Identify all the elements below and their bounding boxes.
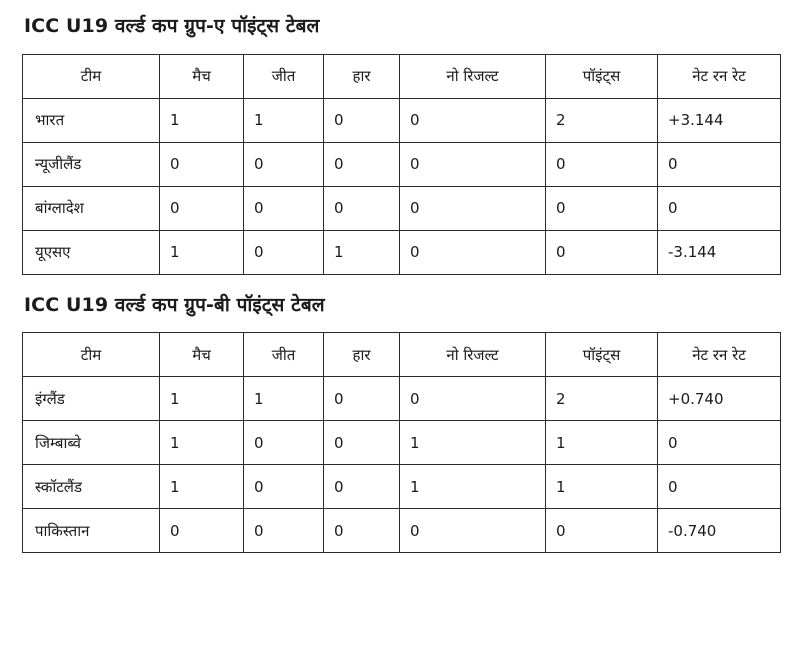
cell-won: 1 <box>244 377 324 421</box>
table-row <box>23 465 781 509</box>
cell-matches: 1 <box>160 98 244 142</box>
group-b-title: ICC U19 वर्ल्ड कप ग्रुप-बी पॉइंट्स टेबल <box>24 293 325 316</box>
cell-won: 0 <box>244 509 324 553</box>
column-header-net-run-rate: नेट रन रेट <box>658 333 781 377</box>
table-row <box>23 377 781 421</box>
cell-no-result: 0 <box>400 98 546 142</box>
column-header-team: टीम <box>23 54 160 98</box>
cell-lost: 1 <box>324 230 400 274</box>
cell-matches: 1 <box>160 421 244 465</box>
cell-points: 0 <box>546 230 658 274</box>
cell-no-result: 1 <box>400 421 546 465</box>
column-header-won: जीत <box>244 54 324 98</box>
cell-no-result: 0 <box>400 186 546 230</box>
cell-team: यूएसए <box>23 230 160 274</box>
cell-points: 1 <box>546 465 658 509</box>
cell-points: 0 <box>546 186 658 230</box>
cell-net-run-rate: +0.740 <box>658 377 781 421</box>
cell-matches: 0 <box>160 142 244 186</box>
cell-won: 0 <box>244 142 324 186</box>
cell-net-run-rate: 0 <box>658 465 781 509</box>
table-row <box>23 230 781 274</box>
column-header-lost: हार <box>324 333 400 377</box>
cell-lost: 0 <box>324 377 400 421</box>
cell-no-result: 0 <box>400 377 546 421</box>
group-a-title: ICC U19 वर्ल्ड कप ग्रुप-ए पॉइंट्स टेबल <box>24 15 320 37</box>
cell-net-run-rate: 0 <box>658 142 781 186</box>
column-header-matches: मैच <box>160 54 244 98</box>
cell-no-result: 0 <box>400 509 546 553</box>
cell-team: इंग्लैंड <box>23 377 160 421</box>
column-header-points: पॉइंट्स <box>546 333 658 377</box>
column-header-team: टीम <box>23 333 160 377</box>
column-header-no-result: नो रिजल्ट <box>400 333 546 377</box>
group-b-table-wrap <box>22 332 778 553</box>
cell-points: 2 <box>546 98 658 142</box>
table-row <box>23 421 781 465</box>
column-header-points: पॉइंट्स <box>546 54 658 98</box>
column-header-net-run-rate: नेट रन रेट <box>658 54 781 98</box>
cell-won: 0 <box>244 465 324 509</box>
cell-team: भारत <box>23 98 160 142</box>
cell-team: पाकिस्तान <box>23 509 160 553</box>
cell-no-result: 0 <box>400 142 546 186</box>
cell-matches: 1 <box>160 230 244 274</box>
table-row <box>23 142 781 186</box>
cell-team: स्कॉटलैंड <box>23 465 160 509</box>
cell-won: 0 <box>244 186 324 230</box>
cell-lost: 0 <box>324 98 400 142</box>
group-b-points-table <box>22 332 781 553</box>
cell-matches: 0 <box>160 509 244 553</box>
table-row <box>23 186 781 230</box>
table-row <box>23 98 781 142</box>
cell-net-run-rate: -0.740 <box>658 509 781 553</box>
column-header-no-result: नो रिजल्ट <box>400 54 546 98</box>
cell-net-run-rate: 0 <box>658 186 781 230</box>
group-a-points-table <box>22 54 781 275</box>
cell-points: 0 <box>546 509 658 553</box>
table-row <box>23 509 781 553</box>
cell-won: 0 <box>244 421 324 465</box>
column-header-matches: मैच <box>160 333 244 377</box>
cell-net-run-rate: -3.144 <box>658 230 781 274</box>
cell-matches: 1 <box>160 465 244 509</box>
column-header-won: जीत <box>244 333 324 377</box>
cell-matches: 0 <box>160 186 244 230</box>
cell-team: जिम्बाब्वे <box>23 421 160 465</box>
cell-no-result: 1 <box>400 465 546 509</box>
cell-lost: 0 <box>324 421 400 465</box>
table-header-row <box>23 333 781 377</box>
cell-lost: 0 <box>324 186 400 230</box>
cell-won: 0 <box>244 230 324 274</box>
cell-net-run-rate: 0 <box>658 421 781 465</box>
cell-net-run-rate: +3.144 <box>658 98 781 142</box>
cell-team: बांग्लादेश <box>23 186 160 230</box>
table-header-row <box>23 54 781 98</box>
cell-lost: 0 <box>324 465 400 509</box>
cell-points: 1 <box>546 421 658 465</box>
cell-lost: 0 <box>324 142 400 186</box>
cell-points: 0 <box>546 142 658 186</box>
cell-no-result: 0 <box>400 230 546 274</box>
cell-lost: 0 <box>324 509 400 553</box>
cell-team: न्यूजीलैंड <box>23 142 160 186</box>
cell-points: 2 <box>546 377 658 421</box>
column-header-lost: हार <box>324 54 400 98</box>
group-a-table-wrap <box>22 54 778 275</box>
cell-won: 1 <box>244 98 324 142</box>
cell-matches: 1 <box>160 377 244 421</box>
